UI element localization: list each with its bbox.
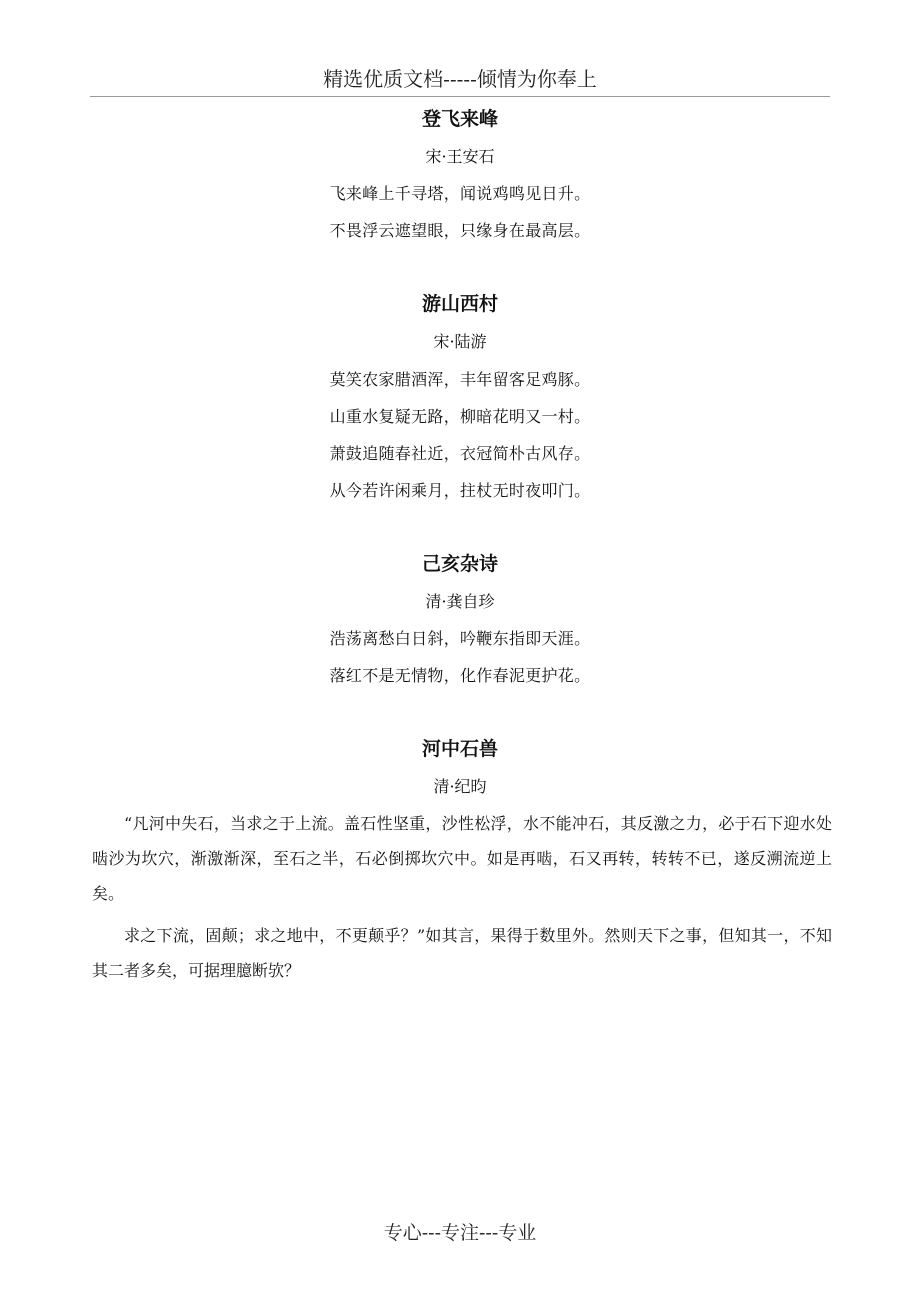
poem-line: 山重水复疑无路，柳暗花明又一村。 <box>329 407 591 426</box>
poem-line: 浩荡离愁白日斜，吟鞭东指即天涯。 <box>329 629 591 648</box>
poem-line: 落红不是无情物，化作春泥更护花。 <box>329 666 591 685</box>
poem-line: 不畏浮云遮望眼，只缘身在最高层。 <box>329 221 591 240</box>
poem-line: 莫笑农家腊酒浑，丰年留客足鸡豚。 <box>329 370 591 389</box>
page-footer: 专心---专注---专业 <box>383 1222 537 1244</box>
poem-title-3: 己亥杂诗 <box>421 553 498 575</box>
header-rule <box>90 96 830 97</box>
poem-line: 萧鼓追随春社近，衣冠简朴古风存。 <box>329 444 591 463</box>
poem-line: 从今若许闲乘月，拄杖无时夜叩门。 <box>329 481 591 500</box>
poem-author-1: 宋·王安石 <box>425 147 495 166</box>
poem-title-4: 河中石兽 <box>421 738 498 760</box>
poem-author-3: 清·龚自珍 <box>425 592 495 611</box>
prose-paragraph: “凡河中失石，当求之于上流。盖石性坚重，沙性松浮，水不能冲石，其反激之力，必于石下迎水处啮沙为坎穴，渐激渐深，至石之半，石必倒掷坎穴中。如是再啮，石又再转，转转不已，遂反溯流逆上矣。 <box>92 814 832 903</box>
page-header: 精选优质文档-----倾情为你奉上 <box>323 67 597 91</box>
poem-title-1: 登飞来峰 <box>421 108 498 130</box>
poem-title-2: 游山西村 <box>421 293 498 315</box>
prose-paragraph: 求之下流，固颠；求之地中，不更颠乎？”如其言，果得于数里外。然则天下之事，但知其一，不知其二者多矣，可据理臆断欤？ <box>92 926 832 980</box>
poem-author-4: 清·纪昀 <box>433 777 487 796</box>
poem-author-2: 宋·陆游 <box>433 332 487 351</box>
poem-line: 飞来峰上千寻塔，闻说鸡鸣见日升。 <box>329 184 591 203</box>
